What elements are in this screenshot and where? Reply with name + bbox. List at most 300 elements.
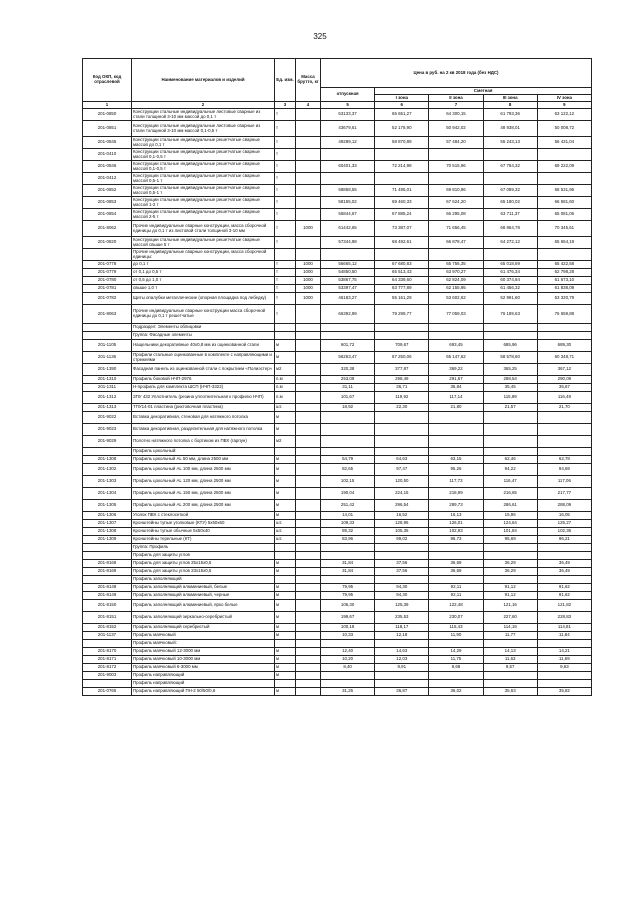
row-price-release: [321, 424, 375, 436]
row-price-zone-3: 227,60: [483, 612, 537, 624]
row-price-zone-1: [375, 680, 429, 688]
row-name: Конструкции стальные индивидуальные решетчатые сварные массой 0,1-0,5 т: [132, 149, 275, 161]
row-code: 201-8149: [83, 592, 132, 600]
row-name: Кронштейны терельные (КТ): [132, 536, 275, 544]
row-price-zone-4: 9,63: [537, 664, 591, 672]
row-price-zone-2: 36,69: [429, 568, 483, 576]
row-price-release: [321, 672, 375, 680]
row-code: 201-1137: [83, 632, 132, 640]
row-mass: [296, 624, 321, 632]
row-price-zone-4: 66 581,60: [537, 197, 591, 209]
row-name: Кронштейны тупые уголковые (КТУ) 5х50х60: [132, 520, 275, 528]
row-mass: 1000: [296, 269, 321, 277]
row-price-zone-3: [483, 424, 537, 436]
row-price-zone-3: 11,63: [483, 656, 537, 664]
row-price-release: 320,38: [321, 364, 375, 376]
row-mass: [296, 656, 321, 664]
table-row: [83, 277, 592, 285]
row-price-zone-3: 91,12: [483, 592, 537, 600]
row-unit: т: [275, 149, 296, 161]
row-name: Группа: Фасадные элементы: [132, 332, 275, 340]
row-price-zone-2: 102,93: [429, 528, 483, 536]
row-price-release: 199,67: [321, 612, 375, 624]
row-code: 201-0820: [83, 237, 132, 249]
row-price-zone-3: 65 180,02: [483, 197, 537, 209]
row-unit: п.м: [275, 376, 296, 384]
row-mass: [296, 568, 321, 576]
row-price-zone-4: [537, 680, 591, 688]
row-mass: [296, 560, 321, 568]
row-price-zone-2: [429, 412, 483, 424]
row-price-zone-3: [483, 173, 537, 185]
row-price-zone-4: 62 798,28: [537, 269, 591, 277]
price-table: [82, 58, 592, 696]
row-price-zone-2: [429, 576, 483, 584]
row-name: ТПУ14-01 пластина (рихтовочная пластина): [132, 404, 275, 412]
row-price-release: 79,95: [321, 592, 375, 600]
table-row: [83, 640, 592, 648]
row-mass: [296, 592, 321, 600]
row-unit: т: [275, 109, 296, 121]
row-price-zone-3: 121,16: [483, 600, 537, 612]
table-row: [83, 293, 592, 305]
row-price-release: 82,65: [321, 464, 375, 476]
row-price-release: 100,18: [321, 624, 375, 632]
table-row: [83, 209, 592, 221]
row-price-release: [321, 332, 375, 340]
row-code: 201-8148: [83, 584, 132, 592]
row-price-release: 8,40: [321, 664, 375, 672]
table-row: [83, 576, 592, 584]
row-name: Конструкции стальные индивидуальные решетчатые сварные массой до 0,1 т: [132, 137, 275, 149]
row-price-zone-2: 36,02: [429, 688, 483, 696]
row-price-zone-3: 288,54: [483, 376, 537, 384]
row-code: 201-8150: [83, 600, 132, 612]
row-price-zone-1: [375, 412, 429, 424]
row-unit: м2: [275, 436, 296, 448]
table-row: [83, 592, 592, 600]
row-price-zone-3: 685,96: [483, 340, 537, 352]
row-price-release: 57344,98: [321, 237, 375, 249]
row-unit: т: [275, 137, 296, 149]
row-price-zone-2: 65 756,35: [429, 261, 483, 269]
row-price-zone-3: 286,61: [483, 500, 537, 512]
row-code: [83, 324, 132, 332]
row-code: 201-1303: [83, 476, 132, 488]
row-name: Профиль цокольный AL 120 мм, длина 2500 мм: [132, 476, 275, 488]
row-price-zone-4: 125,27: [537, 520, 591, 528]
row-code: 201-0845: [83, 137, 132, 149]
row-price-zone-2: 92,11: [429, 592, 483, 600]
table-row: [83, 476, 592, 488]
row-price-zone-1: 64 339,60: [375, 277, 429, 285]
row-price-zone-2: 117,73: [429, 476, 483, 488]
row-price-zone-3: 101,84: [483, 528, 537, 536]
row-unit: м: [275, 632, 296, 640]
row-price-zone-2: [429, 249, 483, 261]
table-row: [83, 149, 592, 161]
table-row: [83, 261, 592, 269]
row-code: 201-8063: [83, 305, 132, 324]
row-code: 201-1310: [83, 376, 132, 384]
row-price-zone-3: 61 793,36: [483, 109, 537, 121]
row-price-zone-1: 94,30: [375, 584, 429, 592]
row-name: Профили стальные оцинкованные в комплекте с направляющими и стрежнями: [132, 352, 275, 364]
row-price-zone-1: [375, 332, 429, 340]
col-number: 5: [321, 102, 375, 109]
row-price-release: [321, 173, 375, 185]
row-price-zone-1: [375, 640, 429, 648]
row-code: [83, 680, 132, 688]
row-mass: [296, 664, 321, 672]
row-price-zone-4: 96,21: [537, 536, 591, 544]
row-unit: м: [275, 464, 296, 476]
row-price-release: 31,26: [321, 688, 375, 696]
table-row: [83, 688, 592, 696]
row-price-zone-2: 291,67: [429, 376, 483, 384]
row-price-zone-2: 66 878,47: [429, 237, 483, 249]
row-price-zone-3: 63 711,37: [483, 209, 537, 221]
header-zone-2: II зона: [429, 95, 483, 102]
row-unit: м2: [275, 364, 296, 376]
row-price-zone-3: [483, 436, 537, 448]
table-row: [83, 664, 592, 672]
row-price-zone-3: [483, 249, 537, 261]
row-price-zone-1: 235,53: [375, 612, 429, 624]
row-price-zone-1: [375, 436, 429, 448]
row-code: 201-1313: [83, 404, 132, 412]
row-name: Конструкции стальные индивидуальные листовые сварные из стали толщиной 3-10 мм массой до 0,1 т: [132, 109, 275, 121]
row-price-zone-3: [483, 544, 537, 552]
row-unit: м: [275, 688, 296, 696]
row-price-zone-3: 61 476,34: [483, 269, 537, 277]
row-price-zone-4: 76 659,88: [537, 305, 591, 324]
col-number: 1: [83, 102, 132, 109]
row-price-zone-4: 36,49: [537, 568, 591, 576]
row-price-release: 79,95: [321, 584, 375, 592]
row-unit: [275, 249, 296, 261]
row-name: Прочие индивидуальные сварные конструкции масса сборочной единицы до 0,1 т решетчатые: [132, 305, 275, 324]
row-price-zone-1: 37,56: [375, 568, 429, 576]
row-price-zone-2: 11,90: [429, 632, 483, 640]
row-price-release: [321, 149, 375, 161]
row-price-release: [321, 640, 375, 648]
row-name: Профиль маячковый 10-3000 мм: [132, 656, 275, 664]
row-price-zone-2: 69 810,96: [429, 185, 483, 197]
row-price-zone-1: [375, 576, 429, 584]
table-row: [83, 340, 592, 352]
row-price-zone-4: 11,84: [537, 632, 591, 640]
row-price-zone-2: [429, 640, 483, 648]
row-price-zone-3: 58 578,60: [483, 352, 537, 364]
row-unit: м: [275, 488, 296, 500]
row-unit: т: [275, 285, 296, 293]
row-price-zone-2: 64 300,15: [429, 109, 483, 121]
row-name: Кронштейны тупые обычные 5х50х40: [132, 528, 275, 536]
row-price-release: 46183,27: [321, 293, 375, 305]
row-unit: м: [275, 672, 296, 680]
row-mass: 1000: [296, 277, 321, 285]
row-mass: [296, 352, 321, 364]
row-mass: [296, 500, 321, 512]
row-price-zone-3: 114,19: [483, 624, 537, 632]
row-mass: [296, 412, 321, 424]
row-price-zone-3: 76 189,63: [483, 305, 537, 324]
row-mass: [296, 384, 321, 392]
row-name: свыше 1,0 т: [132, 285, 275, 293]
row-price-zone-2: 230,07: [429, 612, 483, 624]
table-row: [83, 552, 592, 560]
row-code: 201-1302: [83, 464, 132, 476]
row-unit: т: [275, 161, 296, 173]
row-mass: [296, 536, 321, 544]
row-price-zone-1: 120,50: [375, 476, 429, 488]
row-price-zone-1: [375, 173, 429, 185]
row-price-release: 251,42: [321, 500, 375, 512]
header-price-title: Цена в руб. на 2 кв 2018 года (без НДС): [321, 59, 592, 88]
table-row: [83, 185, 592, 197]
row-price-zone-1: [375, 672, 429, 680]
row-code: 201-8151: [83, 612, 132, 624]
row-price-zone-2: 57 484,20: [429, 137, 483, 149]
row-price-zone-1: 298,49: [375, 376, 429, 384]
row-price-zone-4: 35,82: [537, 688, 591, 696]
table-row: [83, 197, 592, 209]
row-price-zone-4: 65 422,58: [537, 261, 591, 269]
row-price-zone-4: 61 838,09: [537, 285, 591, 293]
row-code: 201-1304: [83, 488, 132, 500]
row-price-zone-3: 60 374,84: [483, 277, 537, 285]
row-mass: [296, 600, 321, 612]
row-mass: [296, 364, 321, 376]
row-unit: п.м: [275, 392, 296, 404]
header-zone-4: IV зона: [537, 95, 591, 102]
row-name: Вставка декоративная, разделительная для натяжного потолка: [132, 424, 275, 436]
table-row: [83, 448, 592, 456]
row-mass: [296, 161, 321, 173]
row-price-zone-3: [483, 672, 537, 680]
row-price-zone-1: 99,02: [375, 536, 429, 544]
row-mass: [296, 448, 321, 456]
row-price-zone-1: [375, 552, 429, 560]
table-row: [83, 600, 592, 612]
row-price-zone-1: 94,30: [375, 592, 429, 600]
row-mass: [296, 552, 321, 560]
row-code: [83, 576, 132, 584]
table-row: [83, 412, 592, 424]
table-row: [83, 648, 592, 656]
row-code: 201-9022: [83, 412, 132, 424]
row-price-release: 60401,33: [321, 161, 375, 173]
row-mass: 1000: [296, 293, 321, 305]
row-price-release: 31,11: [321, 384, 375, 392]
row-price-zone-2: 126,01: [429, 520, 483, 528]
row-code: 201-0854: [83, 209, 132, 221]
row-mass: [296, 185, 321, 197]
row-price-zone-2: 62 155,95: [429, 285, 483, 293]
row-price-release: 56263,47: [321, 352, 375, 364]
table-row: [83, 520, 592, 528]
row-unit: шт.: [275, 404, 296, 412]
row-code: 201-9003: [83, 672, 132, 680]
table-row: [83, 436, 592, 448]
row-unit: т: [275, 221, 296, 237]
table-row: [83, 352, 592, 364]
row-price-zone-4: 53 320,79: [537, 293, 591, 305]
row-mass: [296, 456, 321, 464]
table-row: [83, 221, 592, 237]
row-price-zone-3: 11,77: [483, 632, 537, 640]
row-price-zone-4: 16,05: [537, 512, 591, 520]
row-price-zone-4: 62,78: [537, 456, 591, 464]
row-code: 201-0779: [83, 269, 132, 277]
table-row: [83, 161, 592, 173]
row-code: 201-8062: [83, 221, 132, 237]
row-price-zone-1: [375, 149, 429, 161]
row-code: 201-0778: [83, 261, 132, 269]
row-name: Конструкции стальные индивидуальные листовые сварные из стали толщиной 3-10 мм массой 0,1-0,5 т: [132, 121, 275, 137]
row-price-zone-4: 121,82: [537, 600, 591, 612]
row-mass: [296, 392, 321, 404]
row-price-zone-3: [483, 324, 537, 332]
row-price-zone-2: 11,75: [429, 656, 483, 664]
table-row: [83, 109, 592, 121]
row-mass: [296, 648, 321, 656]
row-unit: т: [275, 277, 296, 285]
row-name: Фасадная панель из оцинкованной стали с покрытием «Полиэстер»: [132, 364, 275, 376]
row-price-zone-1: 55 161,29: [375, 293, 429, 305]
row-code: 201-0851: [83, 121, 132, 137]
row-price-zone-1: [375, 544, 429, 552]
row-mass: [296, 612, 321, 624]
row-code: [83, 640, 132, 648]
row-code: [83, 332, 132, 340]
row-price-zone-1: 73 387,07: [375, 221, 429, 237]
row-price-release: 106,30: [321, 600, 375, 612]
row-name: Щиты опалубки металлические (опорная площадка под лебедку): [132, 293, 275, 305]
row-price-release: 89,32: [321, 528, 375, 536]
row-mass: [296, 109, 321, 121]
row-price-release: [321, 448, 375, 456]
row-unit: [275, 576, 296, 584]
header-unit: Ед. изм.: [275, 59, 296, 102]
row-name: Профиль для защиты углов 23х15х0,5: [132, 568, 275, 576]
row-name: Прочие индивидуальные сварные конструкции, масса сборочной единицы до 0,1 т из листовой стали толщиной 3-10 мм: [132, 221, 275, 237]
table-row: [83, 121, 592, 137]
row-price-zone-3: [483, 680, 537, 688]
row-price-zone-2: 63 970,27: [429, 269, 483, 277]
row-unit: т: [275, 209, 296, 221]
row-code: 201-9023: [83, 424, 132, 436]
row-price-zone-4: 56 431,04: [537, 137, 591, 149]
row-price-zone-3: 67 764,32: [483, 161, 537, 173]
page-number: 325: [313, 32, 327, 41]
row-mass: [296, 528, 321, 536]
row-price-zone-2: [429, 448, 483, 456]
row-code: 201-8172: [83, 664, 132, 672]
table-row: [83, 624, 592, 632]
row-price-zone-2: 35,84: [429, 384, 483, 392]
row-price-release: 190,04: [321, 488, 375, 500]
row-code: 201-1307: [83, 520, 132, 528]
row-price-zone-2: 62 824,09: [429, 277, 483, 285]
row-price-zone-4: 68 531,96: [537, 185, 591, 197]
row-price-zone-2: 16,13: [429, 512, 483, 520]
row-price-zone-4: 114,81: [537, 624, 591, 632]
row-price-release: 53397,47: [321, 285, 375, 293]
row-price-zone-3: 36,29: [483, 568, 537, 576]
row-price-zone-4: 61 673,10: [537, 277, 591, 285]
row-mass: [296, 424, 321, 436]
row-price-zone-4: [537, 576, 591, 584]
table-row: [83, 137, 592, 149]
row-price-zone-1: 22,30: [375, 404, 429, 412]
row-code: 201-0846: [83, 161, 132, 173]
row-price-zone-3: [483, 552, 537, 560]
row-price-zone-4: 65 654,19: [537, 237, 591, 249]
row-mass: [296, 376, 321, 384]
row-price-zone-2: 71 656,45: [429, 221, 483, 237]
row-price-zone-2: 36,69: [429, 560, 483, 568]
row-name: Нащельники декоративные 40х0,8 мм из оцинкованной стали: [132, 340, 275, 352]
row-price-zone-4: [537, 249, 591, 261]
row-price-zone-4: 63 122,12: [537, 109, 591, 121]
row-unit: т: [275, 121, 296, 137]
row-unit: м: [275, 584, 296, 592]
row-price-zone-1: 9,91: [375, 664, 429, 672]
row-code: 201-0853: [83, 197, 132, 209]
table-row: [83, 536, 592, 544]
row-price-zone-4: 217,77: [537, 488, 591, 500]
row-mass: [296, 149, 321, 161]
row-price-release: [321, 680, 375, 688]
row-price-zone-1: 67 885,24: [375, 209, 429, 221]
row-name: Профиль маячковый: [132, 632, 275, 640]
row-name: Профиль заполняющий алюминиевый, ярко белые: [132, 600, 275, 612]
row-price-zone-4: [537, 544, 591, 552]
row-price-zone-4: [537, 412, 591, 424]
row-price-zone-2: 218,99: [429, 488, 483, 500]
row-price-zone-3: 35,45: [483, 384, 537, 392]
row-price-release: 253,09: [321, 376, 375, 384]
row-price-zone-1: 36,87: [375, 688, 429, 696]
table-row: [83, 500, 592, 512]
row-unit: м: [275, 512, 296, 520]
row-price-release: 49289,12: [321, 137, 375, 149]
row-code: 201-0850: [83, 109, 132, 121]
row-price-zone-3: 55 243,13: [483, 137, 537, 149]
col-number: 3: [275, 102, 296, 109]
row-code: 201-1308: [83, 456, 132, 464]
row-mass: [296, 332, 321, 340]
row-mass: 1000: [296, 285, 321, 293]
row-price-zone-2: 369,22: [429, 364, 483, 376]
row-price-zone-4: 367,12: [537, 364, 591, 376]
row-name: до 0,1 т: [132, 261, 275, 269]
row-price-zone-2: 115,43: [429, 624, 483, 632]
row-unit: м: [275, 624, 296, 632]
row-price-zone-2: 122,48: [429, 600, 483, 612]
row-mass: [296, 121, 321, 137]
row-mass: [296, 197, 321, 209]
row-price-zone-1: 119,92: [375, 392, 429, 404]
col-number: 7: [429, 102, 483, 109]
col-number: 2: [132, 102, 275, 109]
row-name: Профиль цокольный:: [132, 448, 275, 456]
row-price-zone-2: 96,73: [429, 536, 483, 544]
row-price-zone-3: 91,12: [483, 584, 537, 592]
row-price-zone-2: 95,26: [429, 464, 483, 476]
